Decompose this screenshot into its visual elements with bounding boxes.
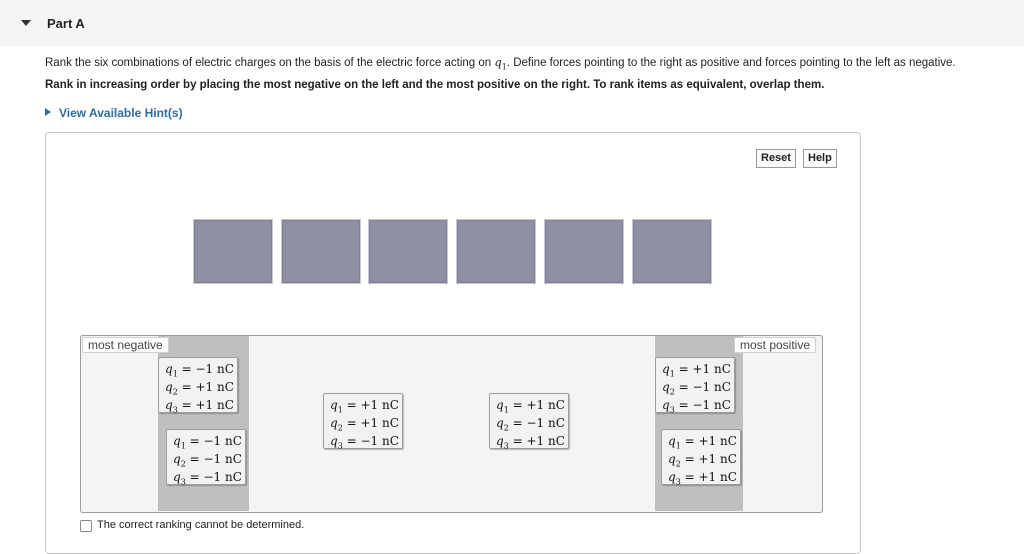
part-header[interactable] — [0, 0, 1024, 46]
part-title: Part A — [47, 16, 85, 31]
help-button[interactable]: Help — [803, 149, 837, 168]
question-variable: $q_1$ — [494, 55, 507, 72]
reset-button[interactable]: Reset — [756, 149, 796, 168]
rank-slot-6[interactable] — [633, 220, 711, 283]
charge-card-3[interactable]: $q_1 = +1$ nC $q_2 = +1$ nC $q_3 = -1$ nC — [323, 393, 403, 449]
rank-slot-1[interactable] — [194, 220, 272, 283]
view-hints-link[interactable]: View Available Hint(s) — [45, 106, 183, 120]
cannot-determine-checkbox[interactable] — [80, 520, 92, 532]
question-text — [45, 55, 956, 71]
rank-slot-5[interactable] — [545, 220, 623, 283]
question-text-before: Rank the six combinations of electric charges on the basis of the electric force acting on — [45, 57, 495, 69]
charge-card-5[interactable]: $q_1 = +1$ nC $q_2 = -1$ nC $q_3 = -1$ nC — [655, 357, 735, 413]
rank-slot-2[interactable] — [282, 220, 360, 283]
instruction-text: Rank in increasing order by placing the most negative on the left and the most positive on the right. To rank items as equivalent, overlap them. — [45, 79, 825, 91]
caret-down-icon[interactable] — [21, 20, 31, 26]
charge-card-1[interactable]: $q_1 = -1$ nC $q_2 = +1$ nC $q_3 = +1$ nC — [158, 357, 238, 413]
charge-card-6[interactable]: $q_1 = +1$ nC $q_2 = +1$ nC $q_3 = +1$ nC — [661, 429, 741, 485]
rank-slot-3[interactable] — [369, 220, 447, 283]
question-text-after: . Define forces pointing to the right as positive and forces pointing to the left as negative. — [506, 57, 956, 69]
cannot-determine-label[interactable]: The correct ranking cannot be determined. — [97, 519, 305, 531]
charge-card-2[interactable]: $q_1 = -1$ nC $q_2 = -1$ nC $q_3 = -1$ nC — [166, 429, 246, 485]
most-positive-label: most positive — [734, 337, 816, 353]
charge-card-4[interactable]: $q_1 = +1$ nC $q_2 = -1$ nC $q_3 = +1$ nC — [489, 393, 569, 449]
most-negative-label: most negative — [82, 337, 169, 353]
triangle-right-icon — [45, 108, 51, 116]
rank-slot-4[interactable] — [457, 220, 535, 283]
